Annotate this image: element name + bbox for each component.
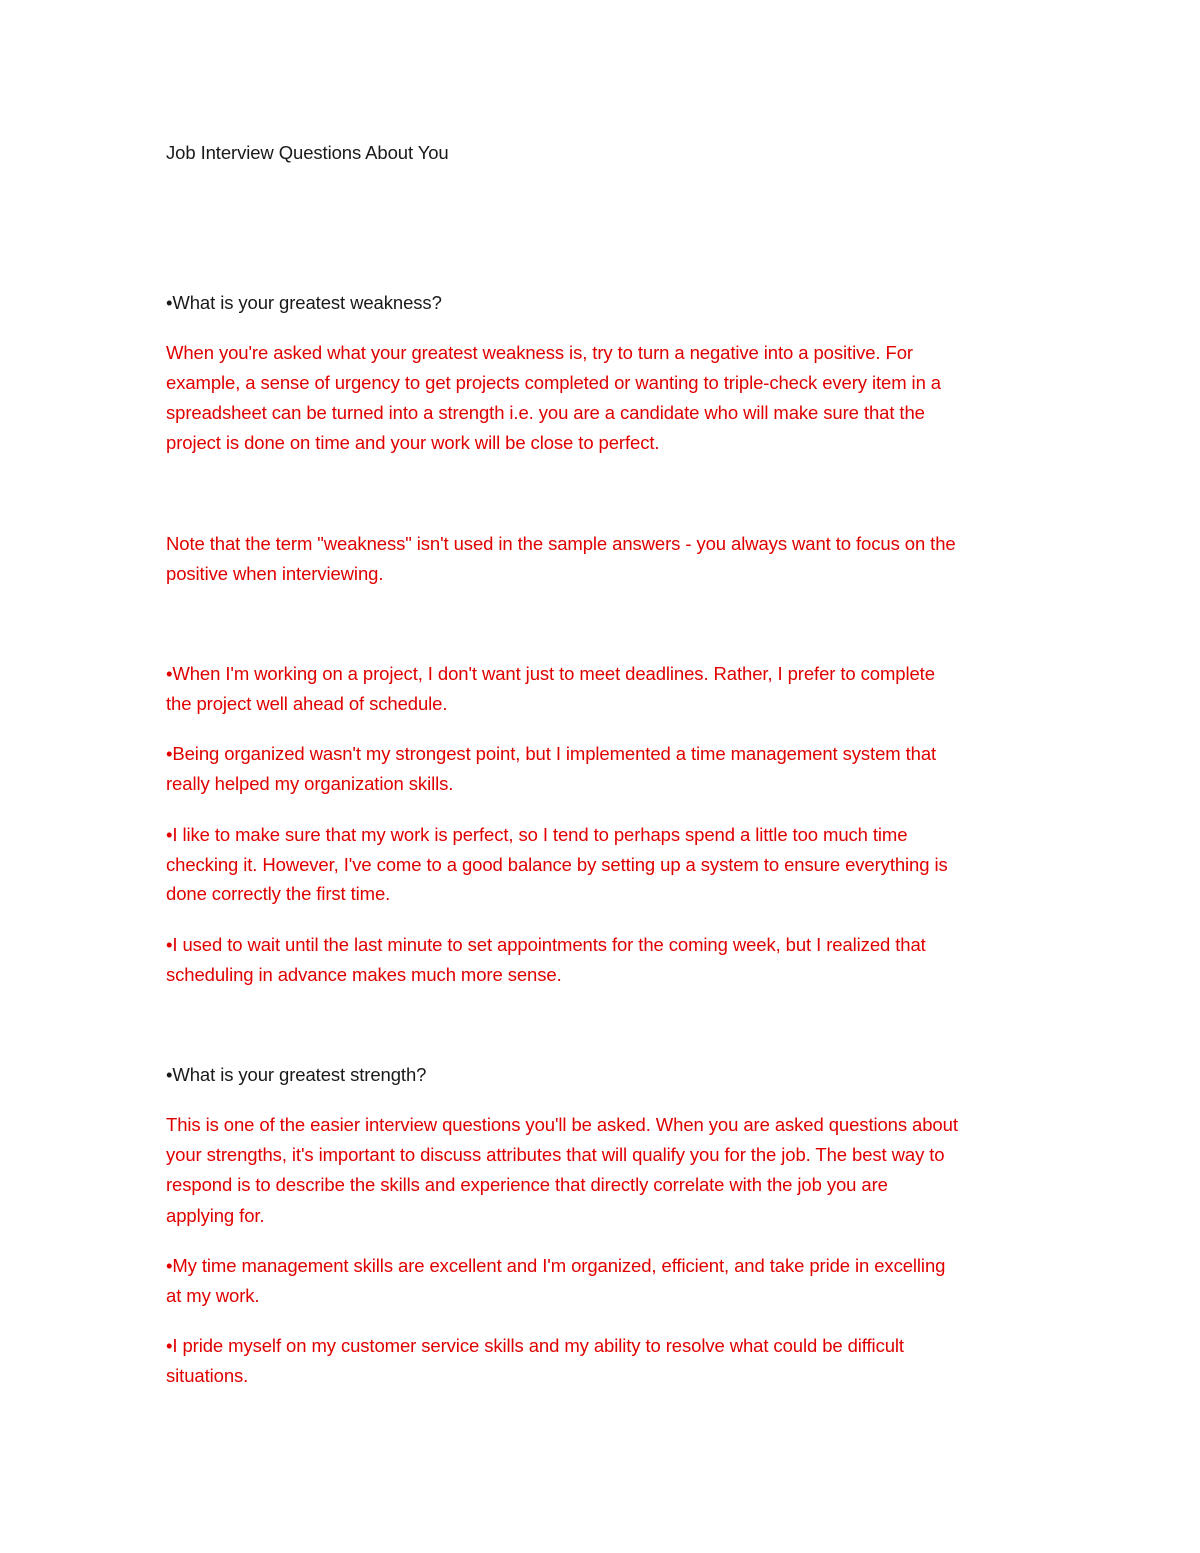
weakness-answer-line: checking it. However, I've come to a good balance by setting up a system to ensure everything is: [166, 854, 948, 875]
weakness-answer-line: •I used to wait until the last minute to set appointments for the coming week, but I realized that: [166, 934, 926, 955]
weakness-answer-line: the project well ahead of schedule.: [166, 693, 448, 714]
strength-answer-line: •I pride myself on my customer service skills and my ability to resolve what could be difficult: [166, 1335, 904, 1356]
weakness-note-line: Note that the term "weakness" isn't used in the sample answers - you always want to focus on the: [166, 533, 956, 554]
strength-intro-line: applying for.: [166, 1205, 265, 1226]
weakness-note-line: positive when interviewing.: [166, 563, 384, 584]
question-strength: •What is your greatest strength?: [166, 1064, 427, 1085]
strength-answer-line: at my work.: [166, 1285, 260, 1306]
weakness-answer-line: •I like to make sure that my work is perfect, so I tend to perhaps spend a little too much time: [166, 824, 908, 845]
document-title: Job Interview Questions About You: [166, 142, 449, 163]
weakness-intro-line: example, a sense of urgency to get projects completed or wanting to triple-check every item in a: [166, 372, 941, 393]
weakness-answer-line: really helped my organization skills.: [166, 773, 454, 794]
question-weakness: •What is your greatest weakness?: [166, 292, 442, 313]
weakness-answer-line: •When I'm working on a project, I don't want just to meet deadlines. Rather, I prefer to complete: [166, 663, 935, 684]
strength-answer-line: situations.: [166, 1365, 249, 1386]
strength-intro-line: your strengths, it's important to discuss attributes that will qualify you for the job. The best way to: [166, 1144, 945, 1165]
weakness-intro-line: spreadsheet can be turned into a strength i.e. you are a candidate who will make sure that the: [166, 402, 925, 423]
weakness-intro-line: project is done on time and your work will be close to perfect.: [166, 432, 660, 453]
weakness-answer-line: scheduling in advance makes much more sense.: [166, 964, 562, 985]
weakness-intro-line: When you're asked what your greatest weakness is, try to turn a negative into a positive. For: [166, 342, 913, 363]
strength-intro-line: This is one of the easier interview questions you'll be asked. When you are asked questions about: [166, 1114, 958, 1135]
strength-intro-line: respond is to describe the skills and experience that directly correlate with the job you are: [166, 1174, 888, 1195]
strength-answer-line: •My time management skills are excellent and I'm organized, efficient, and take pride in excelling: [166, 1255, 946, 1276]
weakness-answer-line: •Being organized wasn't my strongest point, but I implemented a time management system that: [166, 743, 937, 764]
weakness-answer-line: done correctly the first time.: [166, 883, 391, 904]
